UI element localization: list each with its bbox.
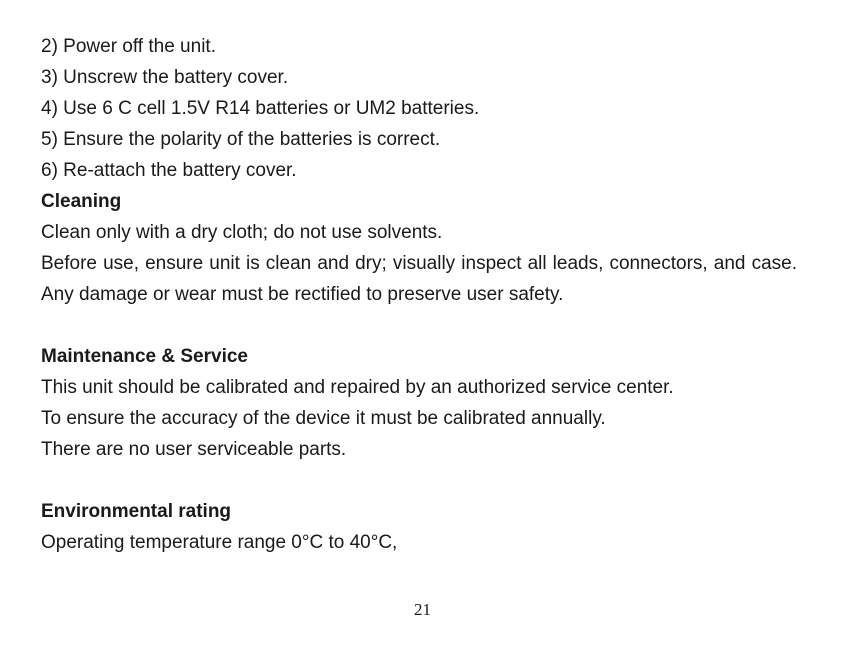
manual-page [41,31,797,558]
battery-steps-list [41,31,797,186]
environmental-section [41,496,797,558]
cleaning-paragraph: Before use, ensure unit is clean and dry; visually inspect all leads, connectors, and case. Any damage or wear must be rectified to preserve user safety. [41,253,797,305]
battery-step: 2) Power off the unit. [41,36,216,57]
maintenance-line: This unit should be calibrated and repaired by an authorized service center. [41,377,674,398]
battery-step: 3) Unscrew the battery cover. [41,67,289,88]
cleaning-section [41,186,797,310]
battery-step: 6) Re-attach the battery cover. [41,160,297,181]
spacer [41,465,797,496]
spacer [41,310,797,341]
battery-step: 4) Use 6 C cell 1.5V R14 batteries or UM2 batteries. [41,98,480,119]
environmental-heading: Environmental rating [41,501,232,522]
maintenance-heading: Maintenance & Service [41,346,248,367]
cleaning-instruction: Clean only with a dry cloth; do not use solvents. [41,222,443,243]
maintenance-line: There are no user serviceable parts. [41,439,347,460]
battery-step: 5) Ensure the polarity of the batteries is correct. [41,129,441,150]
cleaning-heading: Cleaning [41,191,122,212]
maintenance-section [41,341,797,465]
page-number: 21 [414,600,431,619]
maintenance-line: To ensure the accuracy of the device it must be calibrated annually. [41,408,606,429]
environmental-line: Operating temperature range 0°C to 40°C, [41,532,398,553]
